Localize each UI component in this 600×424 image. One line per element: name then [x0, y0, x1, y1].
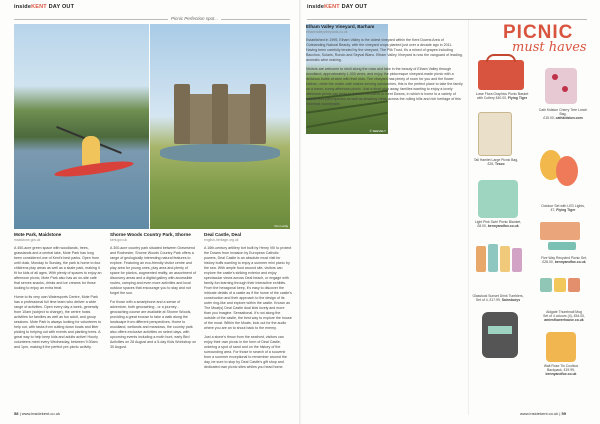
tumbler-image: [476, 246, 486, 272]
picnic-set-image: [548, 242, 576, 250]
product-label: [470, 294, 526, 302]
masthead-accent: KENT: [324, 4, 340, 10]
article-shorne-woods: [110, 232, 198, 354]
product-price: £25,: [487, 162, 495, 167]
article-paragraph: Home to its very own Watersports Centre, Mote Park has a professional full time team who deliver a wide range of activities. Open every day a week, generally from 10am (subject to change), the centre hosts activities for families as well as fun adult, and group sessions. Mote Park is always looking for volunteers to help out, with tasks from cutting down boats and litter picking to helping out with events and planting trees. A great way to help keep kids and adults active! Hourly volunteers meet every Wednesday, between 9:30am and 1pm, making it the perfect pre-picnic activity.: [14, 295, 102, 349]
backpack-stripe: [488, 326, 512, 334]
picnic-heading: PICNIC: [503, 22, 574, 43]
product-price: £19.99,: [563, 368, 575, 373]
masthead-prefix: inside: [307, 4, 325, 10]
product-label: [470, 220, 526, 228]
product-label: [538, 204, 588, 212]
article-paragraph: Established in 1995, Elham Valley is the oldest vineyard within the Kent Downs Area of Outstanding Natural Beauty, with the vineyard crops planted just over a decade ago in 2011. Having been carefully tended by the vineyard, The Pilk Trust, it's a mixed of grapes including Bacchus, Solaris, Rondo and Seyval Blanc. Elham Valley Vineyard is now the vanguard of leading, aromatic wine making.: [306, 38, 463, 62]
product-label: [472, 92, 532, 100]
kayak-photo: [14, 24, 149, 229]
article-deal-castle: [204, 232, 292, 374]
product-shop: Flying Tiger: [556, 208, 576, 213]
left-footer: 58 | www.insidekent.co.uk: [14, 411, 60, 416]
product-label: [536, 364, 586, 377]
right-footer: www.insidekent.co.uk | 59: [520, 411, 566, 416]
picnic-basket-image: [478, 60, 524, 90]
product-name: Cath Kidston Cherry Tree Lunch Bag,: [538, 108, 588, 117]
article-url: elhamvalleyvineyards.co.uk: [306, 30, 348, 34]
masthead-accent: KENT: [31, 4, 47, 10]
article-paragraph: A 450-acre green space with woodlands, trees, grasslands and a central lake, Mote Park has long been considered one of Kent's best parks. Open from until dusk, Monday to Sunday, the park is home to four childrens play areas as well as a skate park, making it fit for kids of all ages. With plenty of spaces to enjoy an afternoon picnic, Mote Park also has an on-site café that serves snacks, drinks and ice creams for those looking to enjoy an extra treat.: [14, 246, 102, 290]
right-section-rule: [307, 19, 587, 20]
article-url: kent.gov.uk: [110, 238, 128, 242]
product-price: £8.00,: [477, 224, 487, 229]
moat: [160, 144, 280, 162]
mug-image: [554, 278, 566, 292]
product-name: Light Pink Swirl Picnic Blanket,: [474, 220, 522, 224]
footer-url: www.insidekent.co.uk: [520, 411, 559, 416]
product-price: £15.00,: [543, 116, 555, 121]
article-paragraph: Just a stone's throw from the seafront, visitors can enjoy their own picnic in the form of Deal Castle, ordering a spot of sand and on the history of the surrounding area. For those in search of a souvenir from a summer exceptional to remember around the day, be sure to stop by Deal Castle's gift shop and dedicated own picnic sites whiles you head home.: [204, 335, 287, 369]
picnic-set-image: [540, 222, 580, 240]
article-url: english-heritage.org.uk: [204, 238, 239, 242]
right-masthead: [307, 4, 367, 10]
cool-backpack-image: [482, 312, 518, 358]
picnic-blanket-image: [478, 180, 518, 218]
article-paragraph: A 300-acre country park situated between Gravesend and Rochester, Shorne Woods Country Park offers a range of geologically interesting natural features to explore. Featuring an eco-friendly visitor centre and play area for young ones, play area and plenty of space for picnics, augmented reality, an assortment of discovery areas and a digital gallery with accessible routes, camping and even more activities and local outdoor spaces that encourage you to stay and not forget the sun.: [110, 246, 196, 295]
masthead-prefix: inside: [14, 4, 32, 10]
castle-tower: [212, 84, 228, 144]
mug-image: [540, 278, 552, 292]
product-price: £17.99,: [489, 298, 501, 303]
page-number: 59: [561, 411, 566, 416]
castle-photo: [150, 24, 290, 229]
masthead-section: DAY OUT: [341, 4, 368, 10]
product-shop: Tesco: [495, 162, 505, 167]
left-section-rule: [14, 19, 290, 20]
product-extra: Set of 4 colours (4),: [543, 314, 573, 319]
product-shop: bennyandfox.co.uk: [545, 372, 577, 377]
article-title: Shorne Woods Country Park, Shorne: [110, 232, 191, 237]
product-name: Tall Hamlet Large Picnic Bag,: [473, 158, 519, 162]
product-extra: with Cutlery: [476, 96, 495, 101]
article-title: Elham Valley Vineyard, Barham: [306, 24, 375, 29]
article-title: Mote Park, Maidstone: [14, 232, 62, 237]
product-extra: Backpack,: [547, 368, 563, 373]
racket-image: [556, 156, 578, 186]
masthead-section: DAY OUT: [48, 4, 75, 10]
tumbler-image: [512, 248, 522, 272]
product-shop: bennyandfox.co.uk: [554, 260, 586, 265]
product-shop: bennyandfox.co.uk: [487, 224, 519, 229]
page-number: 58: [14, 411, 19, 416]
article-paragraph: A 16th-century artillery fort built by Henry VIII to protect the Downs from invasion by European Catholic powers, Deal Castle is an absolute must visit for history buffs wanting to enjoy a summer mini picnic by the sea. With ample food around site, visitors can explore the castle's striking exterior and enjoy spectacular views across Deal beach, or engage with family-fun learning through their interactive exhibits. From the hexagonal keep, it's easy to discover the intricate details of a castle as if the home of the castle's construction and their approach to the design of its outer ring-like and explore within the castle. Known as The Moat(s) Deal Castle dual kids lovely and more than you imagine. Sensational. It's not along the outside of the castle, the best way to explore the house of the moat. Within the Moats, look out for the audio where you are an to shout back to the enemy.: [204, 246, 292, 330]
photo-credit: © SEEVELY: [369, 129, 386, 133]
panel-divider: [468, 20, 469, 415]
tumbler-image: [488, 244, 498, 272]
article-paragraph: For those with a smartphone and a sense of adventure, both geocaching - or a journey - geocaching course are available at Shorne Woods, providing a great excuse to take a walk along the landscape from different perspectives. Home to woodland, wetlands and meadows, the country park also offers exclusive activities on select days, with upcoming events including a moth hunt, early Bird Activities on 28 August and a 5-day Kids Workshop on 30 August.: [110, 300, 197, 349]
kayaker: [82, 136, 100, 166]
tumbler-image: [500, 246, 510, 272]
product-label: [536, 256, 592, 264]
product-name: Glasslook Sunset Drink Tumblers,: [472, 294, 524, 298]
product-price: £28.00,: [542, 260, 554, 265]
product-label: [470, 158, 522, 166]
cherry-pattern: [552, 74, 558, 80]
picnic-bag-image: [478, 112, 512, 156]
product-name: Lowe Flora Graphics Picnic Basket: [475, 92, 529, 96]
product-name: Aldgate Thumbnail Mug: [546, 310, 582, 314]
product-shop: amiesflowerhouse.co.uk: [544, 318, 584, 323]
product-price: £7,: [550, 208, 556, 213]
left-masthead: [14, 4, 74, 10]
picnic-subheading: must haves: [512, 40, 587, 55]
product-price: £40.00,: [495, 96, 507, 101]
castle-tower: [174, 84, 190, 144]
article-url: maidstone.gov.uk: [14, 238, 41, 242]
product-shop: Sainsburys: [501, 298, 521, 303]
article-mote-park: [14, 232, 102, 354]
page-gutter: [299, 0, 301, 424]
section-label: Picnic Perfection spot...: [168, 16, 221, 21]
article-elham-valley: [306, 24, 464, 111]
basket-handle: [486, 54, 516, 62]
product-name: Wait Rose Tin Coolbox: [543, 364, 579, 368]
product-name: Outdoor Set with LED Lights,: [541, 204, 585, 208]
cherry-pattern: [562, 86, 568, 92]
photo-credit: Kim Lardy: [274, 224, 288, 228]
castle-tower: [250, 84, 266, 144]
product-shop: Flying Tiger: [507, 96, 528, 101]
product-label: [536, 310, 592, 323]
product-label: [535, 108, 591, 121]
footer-url: www.insidekent.co.uk: [21, 411, 60, 416]
article-title: Deal Castle, Deal: [204, 232, 242, 237]
product-extra: Set of 4,: [475, 298, 489, 303]
coolbox-image: [546, 332, 576, 362]
article-paragraph: Visitors are welcome to stroll along the rows and take in the beauty of Elham Valley through woodland, approximately 1,000 vines, and enjoy the picturesque vineyard-made picnic with a delicious bottle of wine with their kids, The vineyard has plenty of room for you and the flower kitchen, while the onsite café makes serving sandwiches, this is the perfect place to take the family on a warm, sunny afternoon picnic. Just a short stop away, families wanting to enjoy a lovely afternoon picnic can head to Ashford Orchards or Kent Downs, in which is home to a variety of wildlife and plant species as well as amazing views across the rolling hills and rich heritage of this historical countryside.: [306, 67, 463, 106]
product-price: £54.00,: [573, 314, 585, 319]
lunch-bag-image: [545, 68, 577, 104]
mug-image: [568, 278, 580, 292]
vine-row: [306, 112, 387, 128]
product-shop: cathkidston.com: [555, 116, 583, 121]
product-name: Five Way Recycled Picnic Set,: [541, 256, 587, 260]
